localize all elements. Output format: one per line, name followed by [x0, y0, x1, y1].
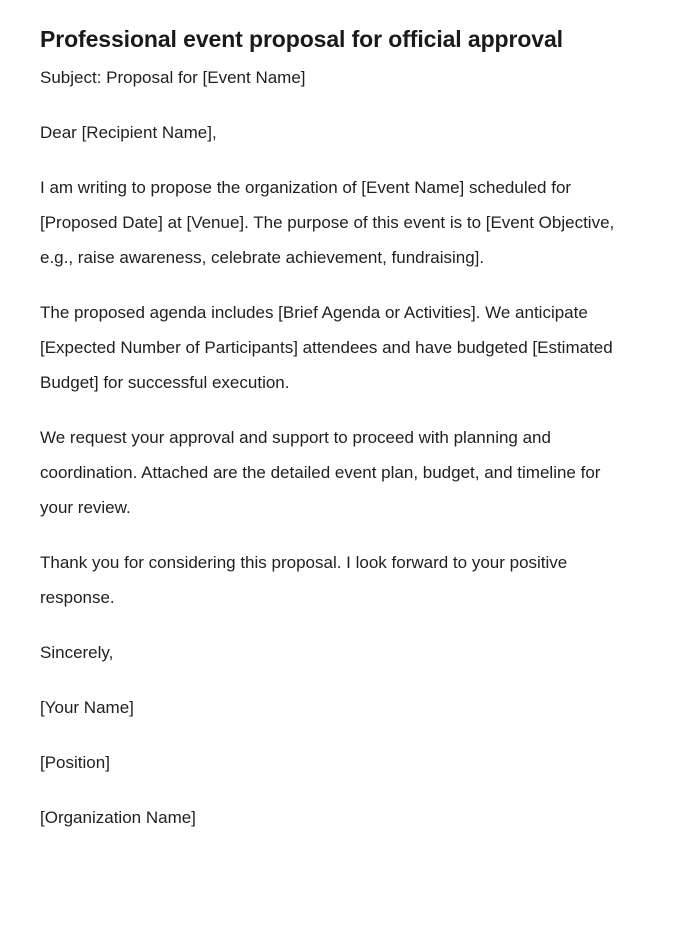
salutation: Dear [Recipient Name],	[40, 123, 217, 142]
signature-organization: [Organization Name]	[40, 808, 196, 827]
page-title: Professional event proposal for official approval	[40, 26, 563, 52]
document-body	[40, 60, 635, 835]
subject-line: Subject: Proposal for [Event Name]	[40, 68, 306, 87]
agenda-paragraph: The proposed agenda includes [Brief Agenda or Activities]. We anticipate [Expected Number of Participants] attendees and have budgeted [Estimated Budget] for successful execution.	[40, 303, 613, 392]
signature-name: [Your Name]	[40, 698, 134, 717]
signoff: Sincerely,	[40, 643, 114, 662]
closing-paragraph: Thank you for considering this proposal. I look forward to your positive response.	[40, 553, 568, 607]
intro-paragraph: I am writing to propose the organization of [Event Name] scheduled for [Proposed Date] at [Venue]. The purpose of this event is to [Event Objective, e.g., raise awareness, celebrate achievement, fundraising].	[40, 178, 615, 267]
request-paragraph: We request your approval and support to proceed with planning and coordination. Attached are the detailed event plan, budget, and timeline for your review.	[40, 428, 601, 517]
signature-position: [Position]	[40, 753, 110, 772]
